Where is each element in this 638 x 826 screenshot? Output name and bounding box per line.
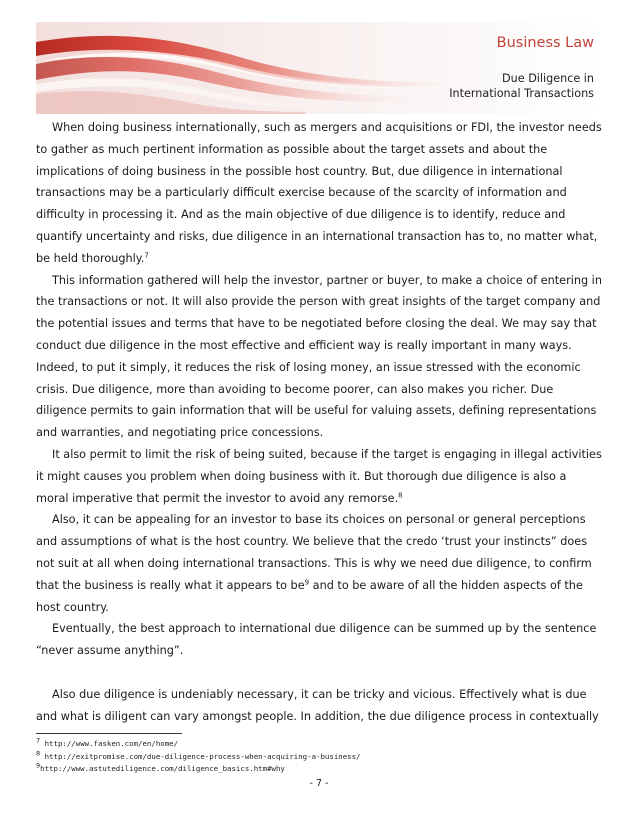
- paragraph-text: Eventually, the best approach to international due diligence can be summed up by the sentence “never assume anything”.: [36, 622, 597, 658]
- header-title: Business Law: [496, 35, 594, 51]
- footnote-ref: 7: [144, 251, 149, 260]
- paragraph-text: and to be aware of all the hidden aspects of the host country.: [36, 578, 583, 614]
- footnote-item: [36, 738, 602, 751]
- footnote-link[interactable]: http://www.astutediligence.com/diligence_basics.htm#why: [40, 764, 285, 774]
- footnote-separator: [36, 733, 182, 734]
- paragraph-text: Also due diligence is undeniably necessary, it can be tricky and vicious. Effectively what is due and what is diligent can vary amongst people. In addition, the due diligence process in contextually: [36, 687, 599, 723]
- paragraph: [36, 618, 602, 662]
- footnote-item: [36, 763, 602, 776]
- header-subtitle: [449, 71, 594, 101]
- footnote-link[interactable]: http://www.fasken.com/en/home/: [44, 739, 179, 748]
- footnote-item: [36, 751, 602, 764]
- paragraph: [36, 117, 602, 270]
- footnote-number: 7: [36, 736, 41, 745]
- footnotes: [36, 738, 602, 776]
- page-number: - 7 -: [309, 778, 329, 789]
- paragraph-text: Also, it can be appealing for an investor to base its choices on personal or general perceptions and assumptions of what is the host country. We believe that the credo ‘trust your instincts” does not suit at all when doing international transactions. This is why we need due diligence, to confirm that the business is really what it appears to be: [36, 513, 592, 592]
- paragraph: [36, 444, 602, 509]
- footnote-number: 9: [36, 761, 41, 770]
- body-text: [36, 117, 602, 727]
- paragraph: [36, 509, 602, 618]
- footnote-ref: 9: [304, 577, 310, 586]
- paragraph: [36, 270, 602, 444]
- footnote-number: 8: [36, 749, 41, 758]
- header-subtitle-line-1: Due Diligence in: [502, 72, 594, 85]
- paragraph-text: When doing business internationally, such as mergers and acquisitions or FDI, the investor needs to gather as much pertinent information as possible about the target assets and about the implications of doing business in the possible host country. But, due diligence in international transactions may be a particularly difficult exercise because of the scarcity of information and difficulty in processing it. And as the main objective of due diligence is to identify, reduce and quantify uncertainty and risks, due diligence in an international transaction has to, no matter what, be held thoroughly.: [36, 121, 602, 265]
- header-subtitle-line-2: International Transactions: [449, 87, 594, 100]
- paragraph: [36, 684, 602, 728]
- footnote-link[interactable]: http://exitpromise.com/due-diligence-process-when-acquiring-a-business/: [44, 751, 361, 761]
- paragraph-text: This information gathered will help the investor, partner or buyer, to make a choice of entering in the transactions or not. It will also provide the person with great insights of the target company and the potential issues and terms that have to be negotiated before closing the deal. We may say that conduct due diligence in the most effective and efficient way is really important in many ways. Indeed, to put it simply, it reduces the risk of losing money, an issue stressed with the economic crisis. Due diligence, more than avoiding to become poorer, can also makes you richer. Due diligence permits to gain information that will be useful for valuing assets, defining representations and warranties, and negotiating price concessions.: [36, 273, 602, 440]
- footnote-ref: 8: [398, 490, 403, 499]
- paragraph-text: It also permit to limit the risk of being suited, because if the target is engaging in illegal activities it might causes you problem when doing business with it. But thorough due diligence is also a moral imperative that permit the investor to avoid any remorse.: [36, 447, 602, 505]
